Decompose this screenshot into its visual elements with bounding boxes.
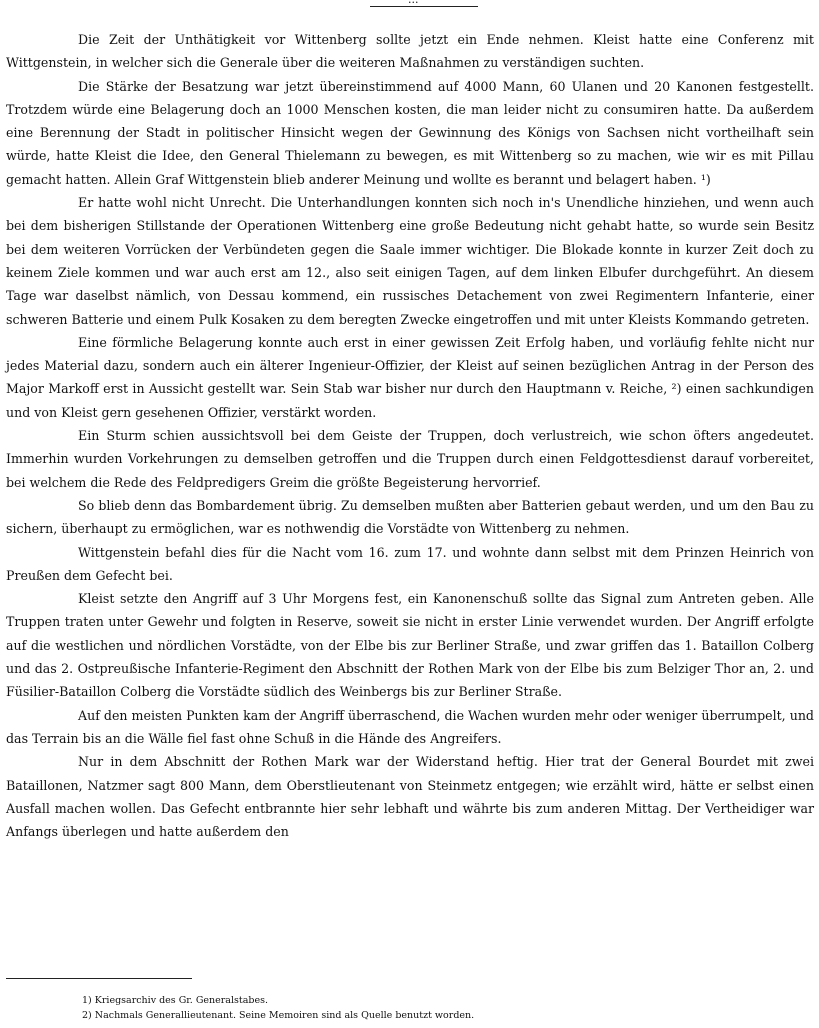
- footnote: 2) Nachmals Generallieutenant. Seine Memoiren sind als Quelle benutzt worden.: [82, 1010, 475, 1021]
- paragraph: Auf den meisten Punkten kam der Angriff überraschend, die Wachen wurden mehr oder weniger überrumpelt, und das Terrain bis an die Wälle fiel fast ohne Schuß in die Hände des Angreifers.: [6, 707, 814, 746]
- paragraph: Kleist setzte den Angriff auf 3 Uhr Morgens fest, ein Kanonenschuß sollte das Signal zum Antreten geben. Alle Truppen traten unter Gewehr und folgten in Reserve, soweit sie nicht in erster Linie verwendet wurden. Der Angriff erfolgte auf die westlichen und nördlichen Vorstädte, von der Elbe bis zur Berliner Straße, und zwar griffen das 1. Bataillon Colberg und das 2. Ostpreußische Infanterie-Regiment den Abschnitt der Rothen Mark von der Elbe bis zum Belziger Thor an, 2. und Füsilier-Bataillon Colberg die Vorstädte südlich des Weinbergs bis zur Berliner Straße.: [6, 591, 814, 700]
- paragraph: Ein Sturm schien aussichtsvoll bei dem Geiste der Truppen, doch verlustreich, wie schon öfters angedeutet. Immerhin wurden Vorkehrungen zu demselben getroffen und die Truppen durch einen Feldgottesdienst darauf vorbereitet, bei welchem die Rede des Feldpredigers Greim die größte Begeisterung hervorrief.: [6, 428, 814, 490]
- paragraph: Die Zeit der Unthätigkeit vor Wittenberg sollte jetzt ein Ende nehmen. Kleist hatte eine Conferenz mit Wittgenstein, in welcher sich die Generale über die weiteren Maßnahmen zu verständigen suchten.: [6, 32, 814, 71]
- paragraph: Die Stärke der Besatzung war jetzt übereinstimmend auf 4000 Mann, 60 Ulanen und 20 Kanonen festgestellt. Trotzdem würde eine Belagerung doch an 1000 Menschen kosten, die man leider nicht zu consumiren hatte. Da außerdem eine Berennung der Stadt in politischer Hinsicht wegen der Gewinnung des Königs von Sachsen nicht vortheilhaft sein würde, hatte Kleist die Idee, den General Thielemann zu bewegen, es mit Wittenberg so zu machen, wie wir es mit Pillau gemacht hatten. Allein Graf Wittgenstein blieb anderer Meinung und wollte es berannt und belagert haben. ¹): [6, 78, 814, 187]
- paragraph: Wittgenstein befahl dies für die Nacht vom 16. zum 17. und wohnte dann selbst mit dem Prinzen Heinrich von Preußen dem Gefecht bei.: [6, 544, 814, 583]
- paragraph: Nur in dem Abschnitt der Rothen Mark war der Widerstand heftig. Hier trat der General Bourdet mit zwei Bataillonen, Natzmer sagt 800 Mann, dem Oberstlieutenant von Steinmetz entgegen; wie erzählt wird, hätte er selbst einen Ausfall machen wollen. Das Gefecht entbrannte hier sehr lebhaft und währte bis zum anderen Mittag. Der Vertheidiger war Anfangs überlegen und hatte außerdem den: [6, 754, 814, 840]
- paragraph: Eine förmliche Belagerung konnte auch erst in einer gewissen Zeit Erfolg haben, und vorläufig fehlte nicht nur jedes Material dazu, sondern auch ein älterer Ingenieur-Offizier, der Kleist auf seinen bezüglichen Antrag in der Person des Major Markoff erst in Aussicht gestellt war. Sein Stab war bisher nur durch den Hauptmann v. Reiche, ²) einen sachkundigen und von Kleist gern gesehenen Offizier, verstärkt worden.: [6, 334, 814, 420]
- page-number: [408, 0, 419, 6]
- paragraph: Er hatte wohl nicht Unrecht. Die Unterhandlungen konnten sich noch in's Unendliche hinziehen, und wenn auch bei dem bisherigen Stillstande der Operationen Wittenberg eine große Bedeutung nicht gehabt hatte, so wurde sein Besitz bei dem weiteren Vorrücken der Verbündeten gegen die Saale immer wichtiger. Die Blokade konnte in kurzer Zeit doch zu keinem Ziele kommen und war auch erst am 12., also seit einigen Tagen, auf dem linken Elbufer durchgeführt. An diesem Tage war daselbst nämlich, von Dessau kommend, ein russisches Detachement von zwei Regimentern Infanterie, einer schweren Batterie und einem Pulk Kosaken zu dem beregten Zwecke eingetroffen und mit unter Kleists Kommando getreten.: [6, 195, 814, 327]
- body-text: [6, 28, 814, 843]
- footnotes: [82, 993, 474, 1023]
- footnote-rule: [6, 978, 192, 979]
- footnote: 1) Kriegsarchiv des Gr. Generalstabes.: [82, 995, 268, 1006]
- header-rule: [370, 6, 478, 7]
- paragraph: So blieb denn das Bombardement übrig. Zu demselben mußten aber Batterien gebaut werden, und um den Bau zu sichern, überhaupt zu ermöglichen, war es nothwendig die Vorstädte von Wittenberg zu nehmen.: [6, 497, 814, 537]
